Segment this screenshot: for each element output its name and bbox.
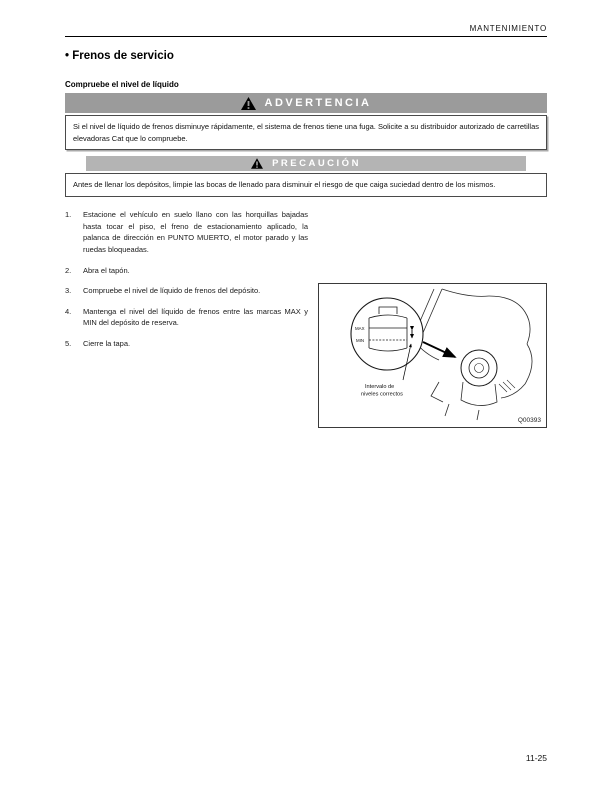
warning-triangle-icon [241, 97, 256, 110]
step-item [65, 306, 308, 329]
page-number: 11-25 [525, 753, 547, 763]
caution-text: Antes de llenar los depósitos, limpie las bocas de llenado para disminuir el riesgo de que caiga suciedad dentro de los mismos. [73, 180, 496, 189]
subsection-title: Compruebe el nivel de líquido [65, 80, 179, 89]
step-number: 3. [65, 286, 72, 296]
step-number: 1. [65, 210, 72, 219]
figure-code: Q00393 [517, 417, 541, 424]
step-text: Estacione el vehículo en suelo llano con las horquillas bajadas hasta tocar el piso, el freno de estacionamiento aplicado, la palanca de dirección en PUNTO MUERTO, el motor parado y las ruedas bloqueadas. [83, 210, 308, 254]
max-mark-label: MAX [355, 326, 365, 331]
warning-banner [65, 93, 547, 113]
step-number: 5. [65, 339, 72, 348]
header-rule [65, 36, 547, 37]
warning-text-box [65, 115, 547, 150]
step-text: Mantenga el nivel del líquido de frenos entre las marcas MAX y MIN del depósito de reserva. [83, 306, 308, 328]
caution-banner-label: PRECAUCIÓN [272, 158, 361, 169]
caution-text-box [65, 173, 547, 197]
section-title: • Frenos de servicio [65, 50, 174, 62]
callout-label-line2: niveles correctos [361, 391, 403, 398]
caution-banner [86, 156, 526, 171]
caution-triangle-icon [251, 158, 263, 169]
step-text: Cierre la tapa. [83, 339, 131, 348]
instruction-steps [65, 209, 308, 359]
step-item [65, 265, 308, 277]
brake-reservoir-illustration [319, 284, 546, 427]
warning-text: Si el nivel de líquido de frenos disminuye rápidamente, el sistema de frenos tiene una fuga. Solicite a su distribuidor autorizado de carretillas elevadoras Cat que lo compruebe. [73, 122, 539, 143]
figure-box [318, 283, 547, 428]
step-number: 2. [65, 265, 72, 275]
step-text: Abra el tapón. [83, 265, 130, 275]
step-item [65, 338, 308, 350]
step-number: 4. [65, 306, 72, 316]
step-text: Compruebe el nivel de líquido de frenos del depósito. [83, 286, 261, 296]
step-item [65, 285, 308, 297]
min-mark-label: MIN [356, 338, 365, 343]
step-item [65, 209, 308, 256]
callout-label-line1: Intervalo de [365, 384, 395, 390]
header-title: MANTENIMIENTO [469, 24, 547, 33]
warning-banner-label: ADVERTENCIA [264, 97, 372, 109]
